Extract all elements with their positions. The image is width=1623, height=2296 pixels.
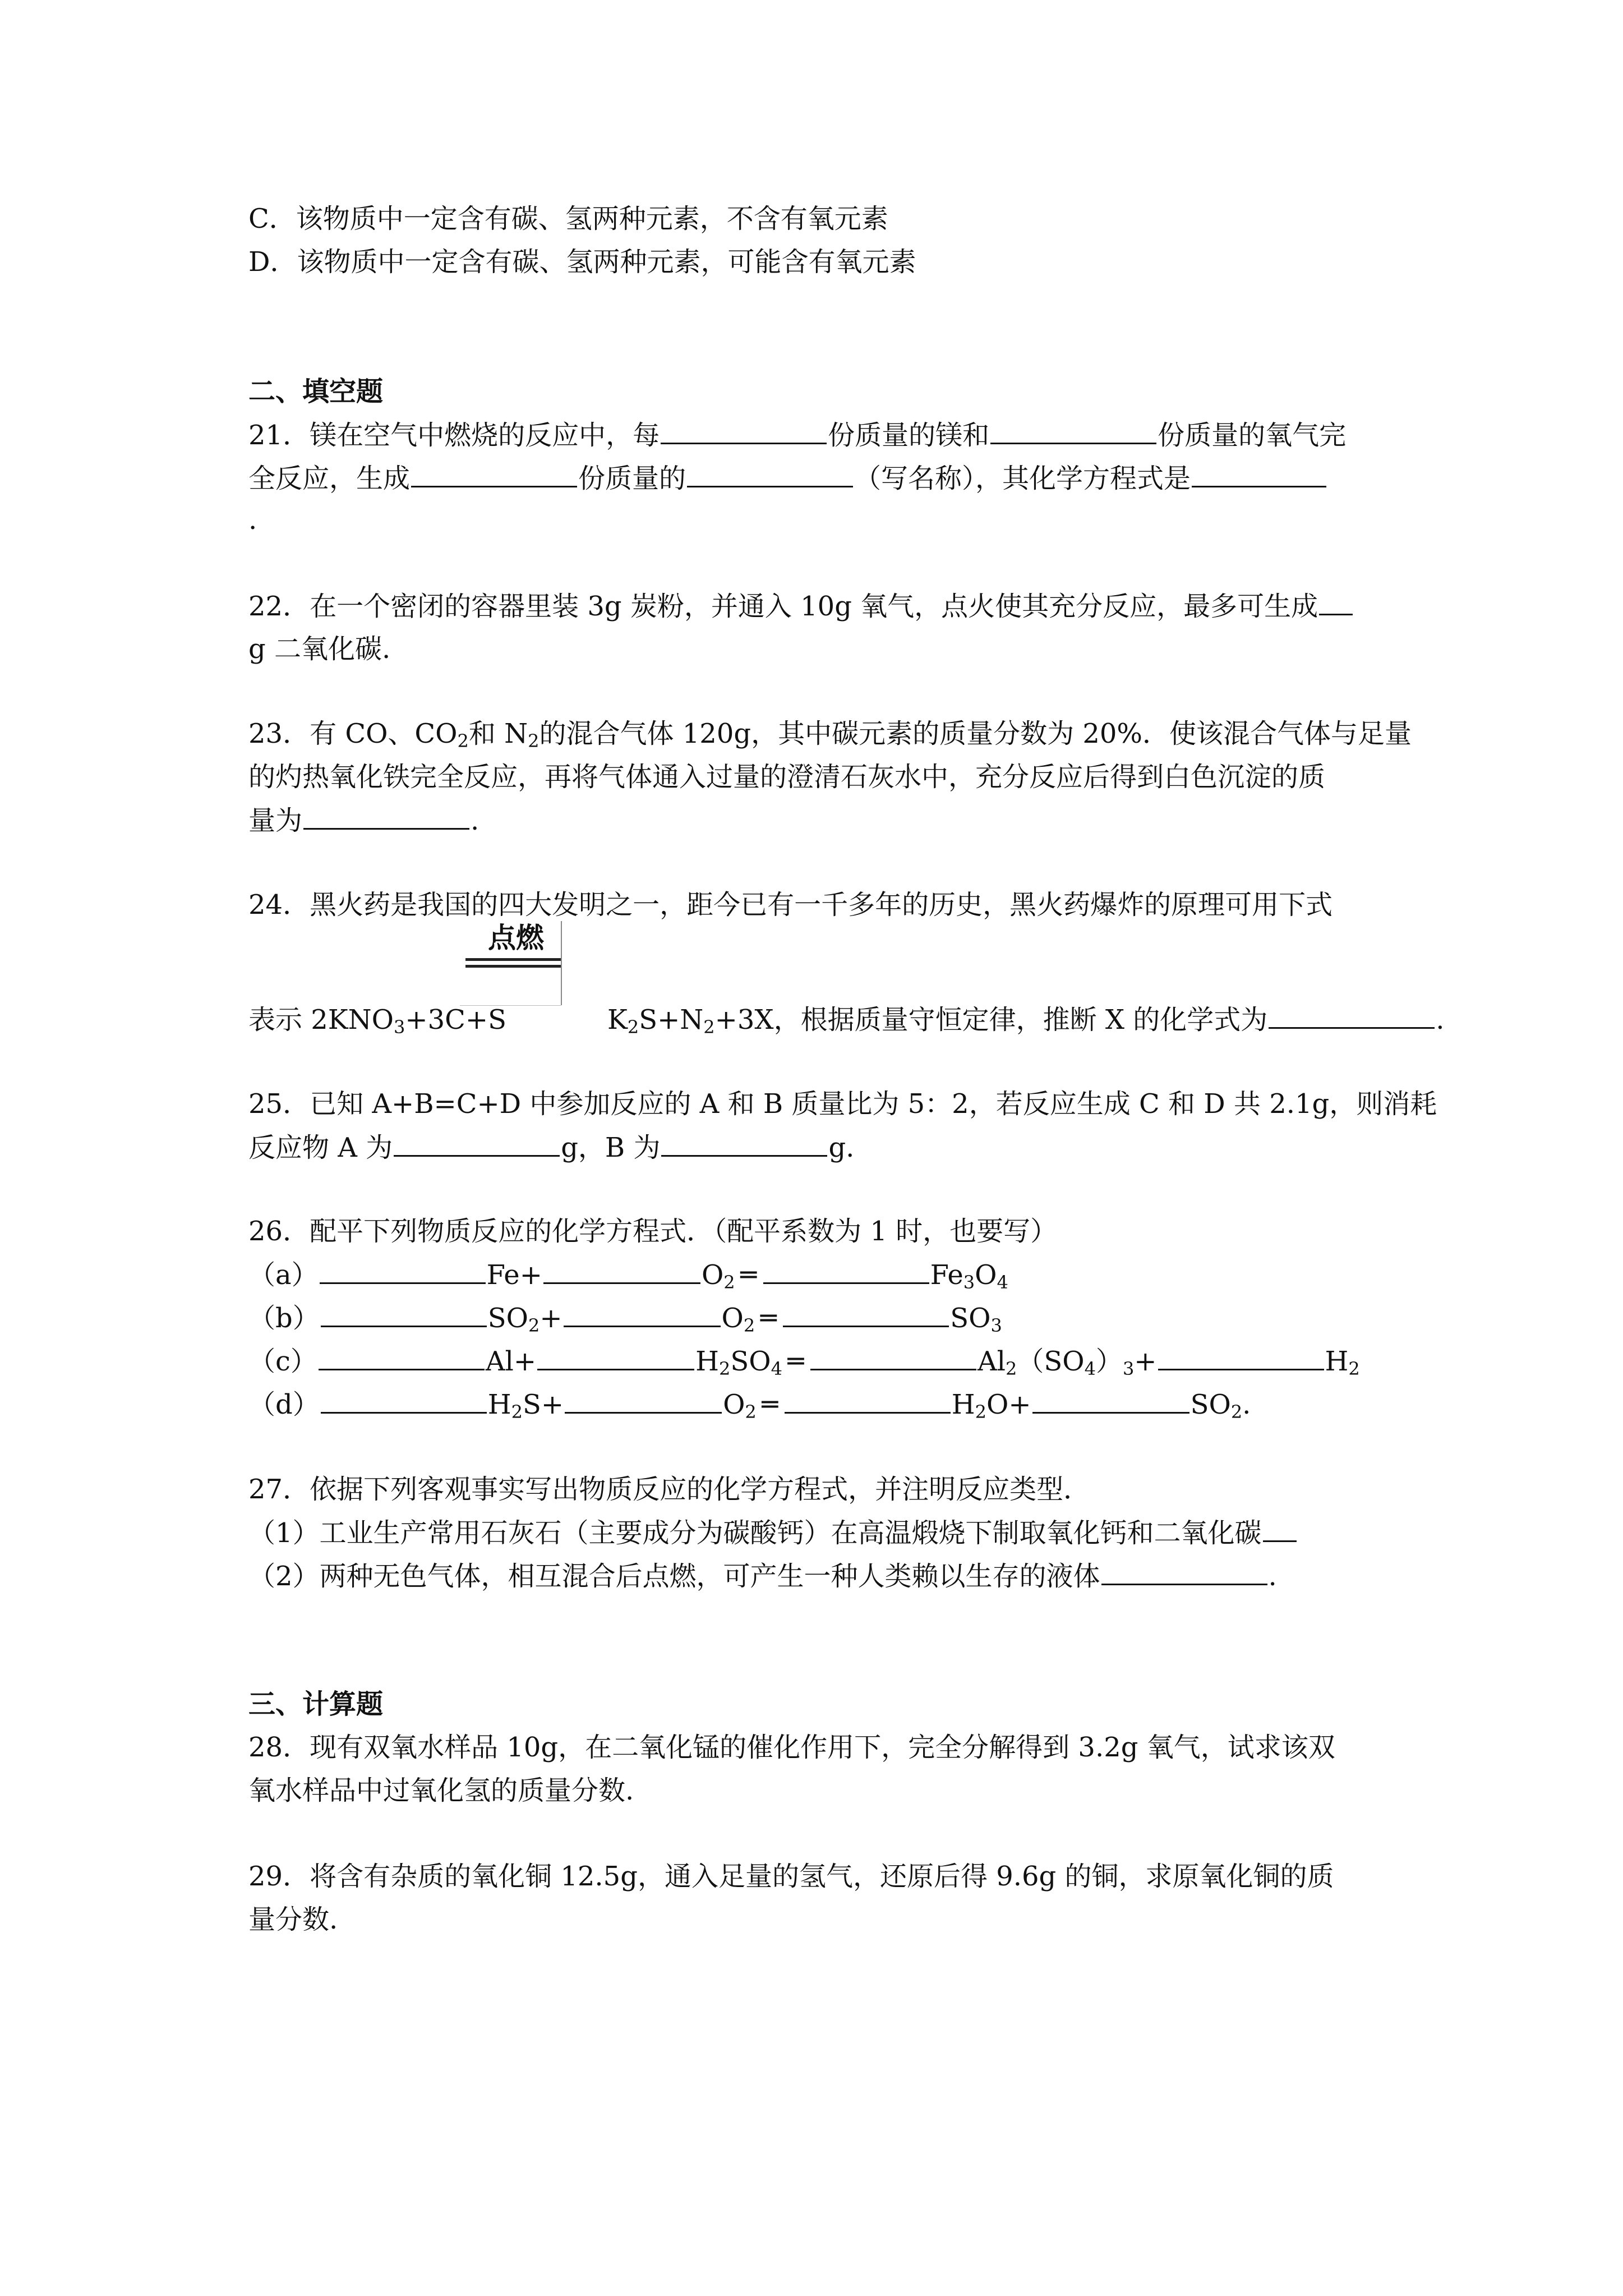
answer-blank[interactable] (1158, 1344, 1324, 1370)
equation-bar (465, 958, 561, 961)
option-d: D．该物质中一定含有碳、氢两种元素，可能含有氧元素 (248, 246, 916, 278)
answer-blank[interactable] (1269, 1002, 1435, 1029)
answer-blank[interactable] (321, 1387, 487, 1414)
reaction-condition (460, 921, 561, 1005)
q25-line2: 反应物 A 为 g，B 为 g. (248, 1130, 854, 1165)
q26-b: （b） $SO_2+$ $O_2═$ $SO_3$ (248, 1301, 1002, 1335)
q26-d: （d） $H_2S+$ $O_2═$ $H_2O+ SO_2$. (248, 1387, 1251, 1421)
answer-blank[interactable] (1101, 1559, 1267, 1585)
answer-blank[interactable] (1192, 461, 1326, 487)
q29-line2: 量分数. (248, 1904, 338, 1935)
equals-sign (782, 1345, 809, 1378)
option-c: C．该物质中一定含有碳、氢两种元素，不含有氧元素 (248, 203, 888, 234)
answer-blank[interactable] (565, 1387, 722, 1414)
answer-blank[interactable] (785, 1387, 951, 1414)
q27-line2: （1）工业生产常用石灰石（主要成分为碳酸钙）在高温煅烧下制取氧化钙和二氧化碳 (248, 1516, 1298, 1550)
answer-blank[interactable] (319, 1344, 485, 1370)
section3-title: 三、计算题 (248, 1688, 384, 1720)
answer-blank[interactable] (543, 1258, 700, 1284)
answer-blank[interactable] (411, 461, 577, 487)
q28-line2: 氧水样品中过氧化氢的质量分数. (248, 1775, 634, 1806)
answer-blank[interactable] (303, 803, 469, 830)
q26-c: （c） $Al+ H_2SO_4═$ $Al_2(SO_4)_3+ H_2$ (248, 1344, 1360, 1378)
q23-line2: 的灼热氧化铁完全反应，再将气体通入过量的澄清石灰水中，充分反应后得到白色沉淀的质 (248, 761, 1326, 793)
q24-line2: 表示 $2KNO_3+3C+S$ $K_2S+N_2+3X$，根据质量守恒定律，推断 X 的化学式为 . (248, 1002, 1445, 1037)
answer-blank[interactable] (321, 1301, 487, 1327)
answer-blank[interactable] (810, 1344, 976, 1370)
equals-sign (757, 1388, 783, 1421)
q21-line2: 全反应，生成 份质量的 （写名称），其化学方程式是 (248, 461, 1327, 495)
q22-line1: 22．在一个密闭的容器里装 3g 炭粉，并通入 10g 氧气，点火使其充分反应，最多可生成 (248, 589, 1354, 623)
q26-line1: 26．配平下列物质反应的化学方程式．（配平系数为 1 时，也要写） (248, 1216, 1058, 1247)
equals-sign (735, 1258, 762, 1292)
answer-blank[interactable] (1032, 1387, 1189, 1414)
answer-blank[interactable] (990, 418, 1156, 444)
q27-line1: 27．依据下列客观事实写出物质反应的化学方程式，并注明反应类型． (248, 1474, 1091, 1505)
answer-blank[interactable] (783, 1301, 949, 1327)
q21-line1: 21．镁在空气中燃烧的反应中，每 份质量的镁和 份质量的氧气完 (248, 418, 1346, 452)
section2-title: 二、填空题 (248, 376, 384, 407)
answer-blank[interactable] (687, 461, 853, 487)
q27-line3: （2）两种无色气体，相互混合后点燃，可产生一种人类赖以生存的液体 . (248, 1559, 1277, 1593)
answer-blank[interactable] (564, 1301, 721, 1327)
frame-line (561, 921, 562, 1005)
equation-bar (465, 965, 561, 968)
q28-line1: 28．现有双氧水样品 10g，在二氧化锰的催化作用下，完全分解得到 3.2g 氧气，试求该双 (248, 1732, 1335, 1763)
q26-a: （a） $Fe+ O_2═$ $Fe_3O_4$ (248, 1258, 1008, 1292)
q21-line3: . (248, 504, 257, 536)
equals-sign (755, 1301, 782, 1335)
q22-line2: g 二氧化碳. (248, 633, 391, 665)
answer-blank[interactable] (1263, 1516, 1297, 1542)
q23-line1: 23．有 CO、$CO_2$和 $N_2$的混合气体 120g，其中碳元素的质量分数为 20%．使该混合气体与足量 (248, 718, 1412, 752)
condition-label: 点燃 (488, 922, 544, 954)
q25-line1: 25．已知 A+B=C+D 中参加反应的 A 和 B 质量比为 5：2，若反应生成 C 和 D 共 2.1g，则消耗 (248, 1088, 1437, 1120)
answer-blank[interactable] (394, 1130, 560, 1157)
answer-blank[interactable] (763, 1258, 929, 1284)
q24-line1: 24．黑火药是我国的四大发明之一，距今已有一千多年的历史，黑火药爆炸的原理可用下式 (248, 889, 1333, 921)
q29-line1: 29．将含有杂质的氧化铜 12.5g，通入足量的氢气，还原后得 9.6g 的铜，求原氧化铜的质 (248, 1861, 1334, 1892)
answer-blank[interactable] (320, 1258, 486, 1284)
q23-line3: 量为 . (248, 803, 479, 838)
answer-blank[interactable] (1319, 589, 1353, 615)
answer-blank[interactable] (537, 1344, 694, 1370)
answer-blank[interactable] (661, 1130, 827, 1157)
answer-blank[interactable] (661, 418, 827, 444)
